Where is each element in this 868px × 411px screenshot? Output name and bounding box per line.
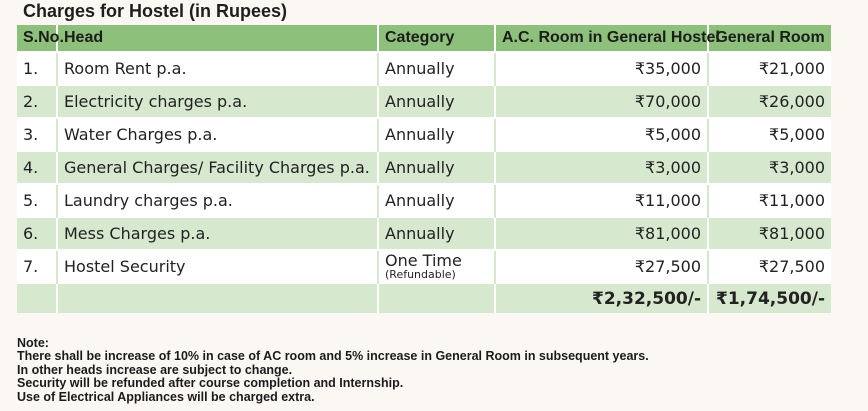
row-general-amount: ₹5,000 (708, 118, 831, 151)
row-category: Annually (378, 217, 495, 250)
row-head: Room Rent p.a. (57, 52, 378, 85)
notes-heading: Note: (17, 336, 49, 350)
note-line: Use of Electrical Appliances will be charged extra. (17, 389, 315, 404)
header-head: Head (57, 25, 378, 52)
row-ac-amount: ₹35,000 (495, 52, 708, 85)
row-category: Annually (378, 151, 495, 184)
header-sno: S.No. (17, 25, 57, 52)
notes-section (17, 337, 649, 404)
row-sno: 4. (17, 151, 57, 184)
total-category-empty (378, 283, 495, 313)
row-general-amount: ₹81,000 (708, 217, 831, 250)
row-head: Mess Charges p.a. (57, 217, 378, 250)
row-ac-amount: ₹27,500 (495, 250, 708, 283)
row-category: Annually (378, 118, 495, 151)
total-ac-amount: ₹2,32,500/- (495, 283, 708, 313)
row-sno: 1. (17, 52, 57, 85)
row-head: Electricity charges p.a. (57, 85, 378, 118)
total-sno-empty (17, 283, 57, 313)
header-ac-room: A.C. Room in General Hostel (495, 25, 708, 52)
row-sno: 3. (17, 118, 57, 151)
row-ac-amount: ₹81,000 (495, 217, 708, 250)
table-row (17, 118, 831, 151)
total-general-amount: ₹1,74,500/- (708, 283, 831, 313)
row-general-amount: ₹21,000 (708, 52, 831, 85)
row-general-amount: ₹11,000 (708, 184, 831, 217)
row-head: Water Charges p.a. (57, 118, 378, 151)
row-category-note: (Refundable) (385, 268, 456, 281)
row-ac-amount: ₹3,000 (495, 151, 708, 184)
table-row (17, 85, 831, 118)
header-category: Category (378, 25, 495, 52)
row-sno: 2. (17, 85, 57, 118)
row-ac-amount: ₹5,000 (495, 118, 708, 151)
row-category: Annually (378, 85, 495, 118)
total-row (17, 283, 831, 313)
table-row (17, 52, 831, 85)
row-category: Annually (378, 184, 495, 217)
table-row (17, 184, 831, 217)
row-general-amount: ₹27,500 (708, 250, 831, 283)
note-line: There shall be increase of 10% in case of AC room and 5% increase in General Room in subsequent years. (17, 349, 649, 364)
hostel-charges-table (17, 25, 831, 313)
row-ac-amount: ₹11,000 (495, 184, 708, 217)
row-category-main: One Time (385, 251, 462, 270)
row-general-amount: ₹3,000 (708, 151, 831, 184)
row-head: General Charges/ Facility Charges p.a. (57, 151, 378, 184)
table-row (17, 217, 831, 250)
row-ac-amount: ₹70,000 (495, 85, 708, 118)
header-general-room: General Room (708, 25, 831, 52)
row-category: Annually (378, 52, 495, 85)
row-sno: 6. (17, 217, 57, 250)
note-line: In other heads increase are subject to change. (17, 362, 293, 377)
row-general-amount: ₹26,000 (708, 85, 831, 118)
table-row (17, 151, 831, 184)
row-sno: 7. (17, 250, 57, 283)
row-category (378, 250, 495, 283)
row-head: Hostel Security (57, 250, 378, 283)
row-sno: 5. (17, 184, 57, 217)
note-line: Security will be refunded after course completion and Internship. (17, 376, 404, 391)
row-head: Laundry charges p.a. (57, 184, 378, 217)
page-title: Charges for Hostel (in Rupees) (23, 1, 288, 21)
total-head-empty (57, 283, 378, 313)
table-row (17, 250, 831, 283)
table-header-row (17, 25, 831, 52)
